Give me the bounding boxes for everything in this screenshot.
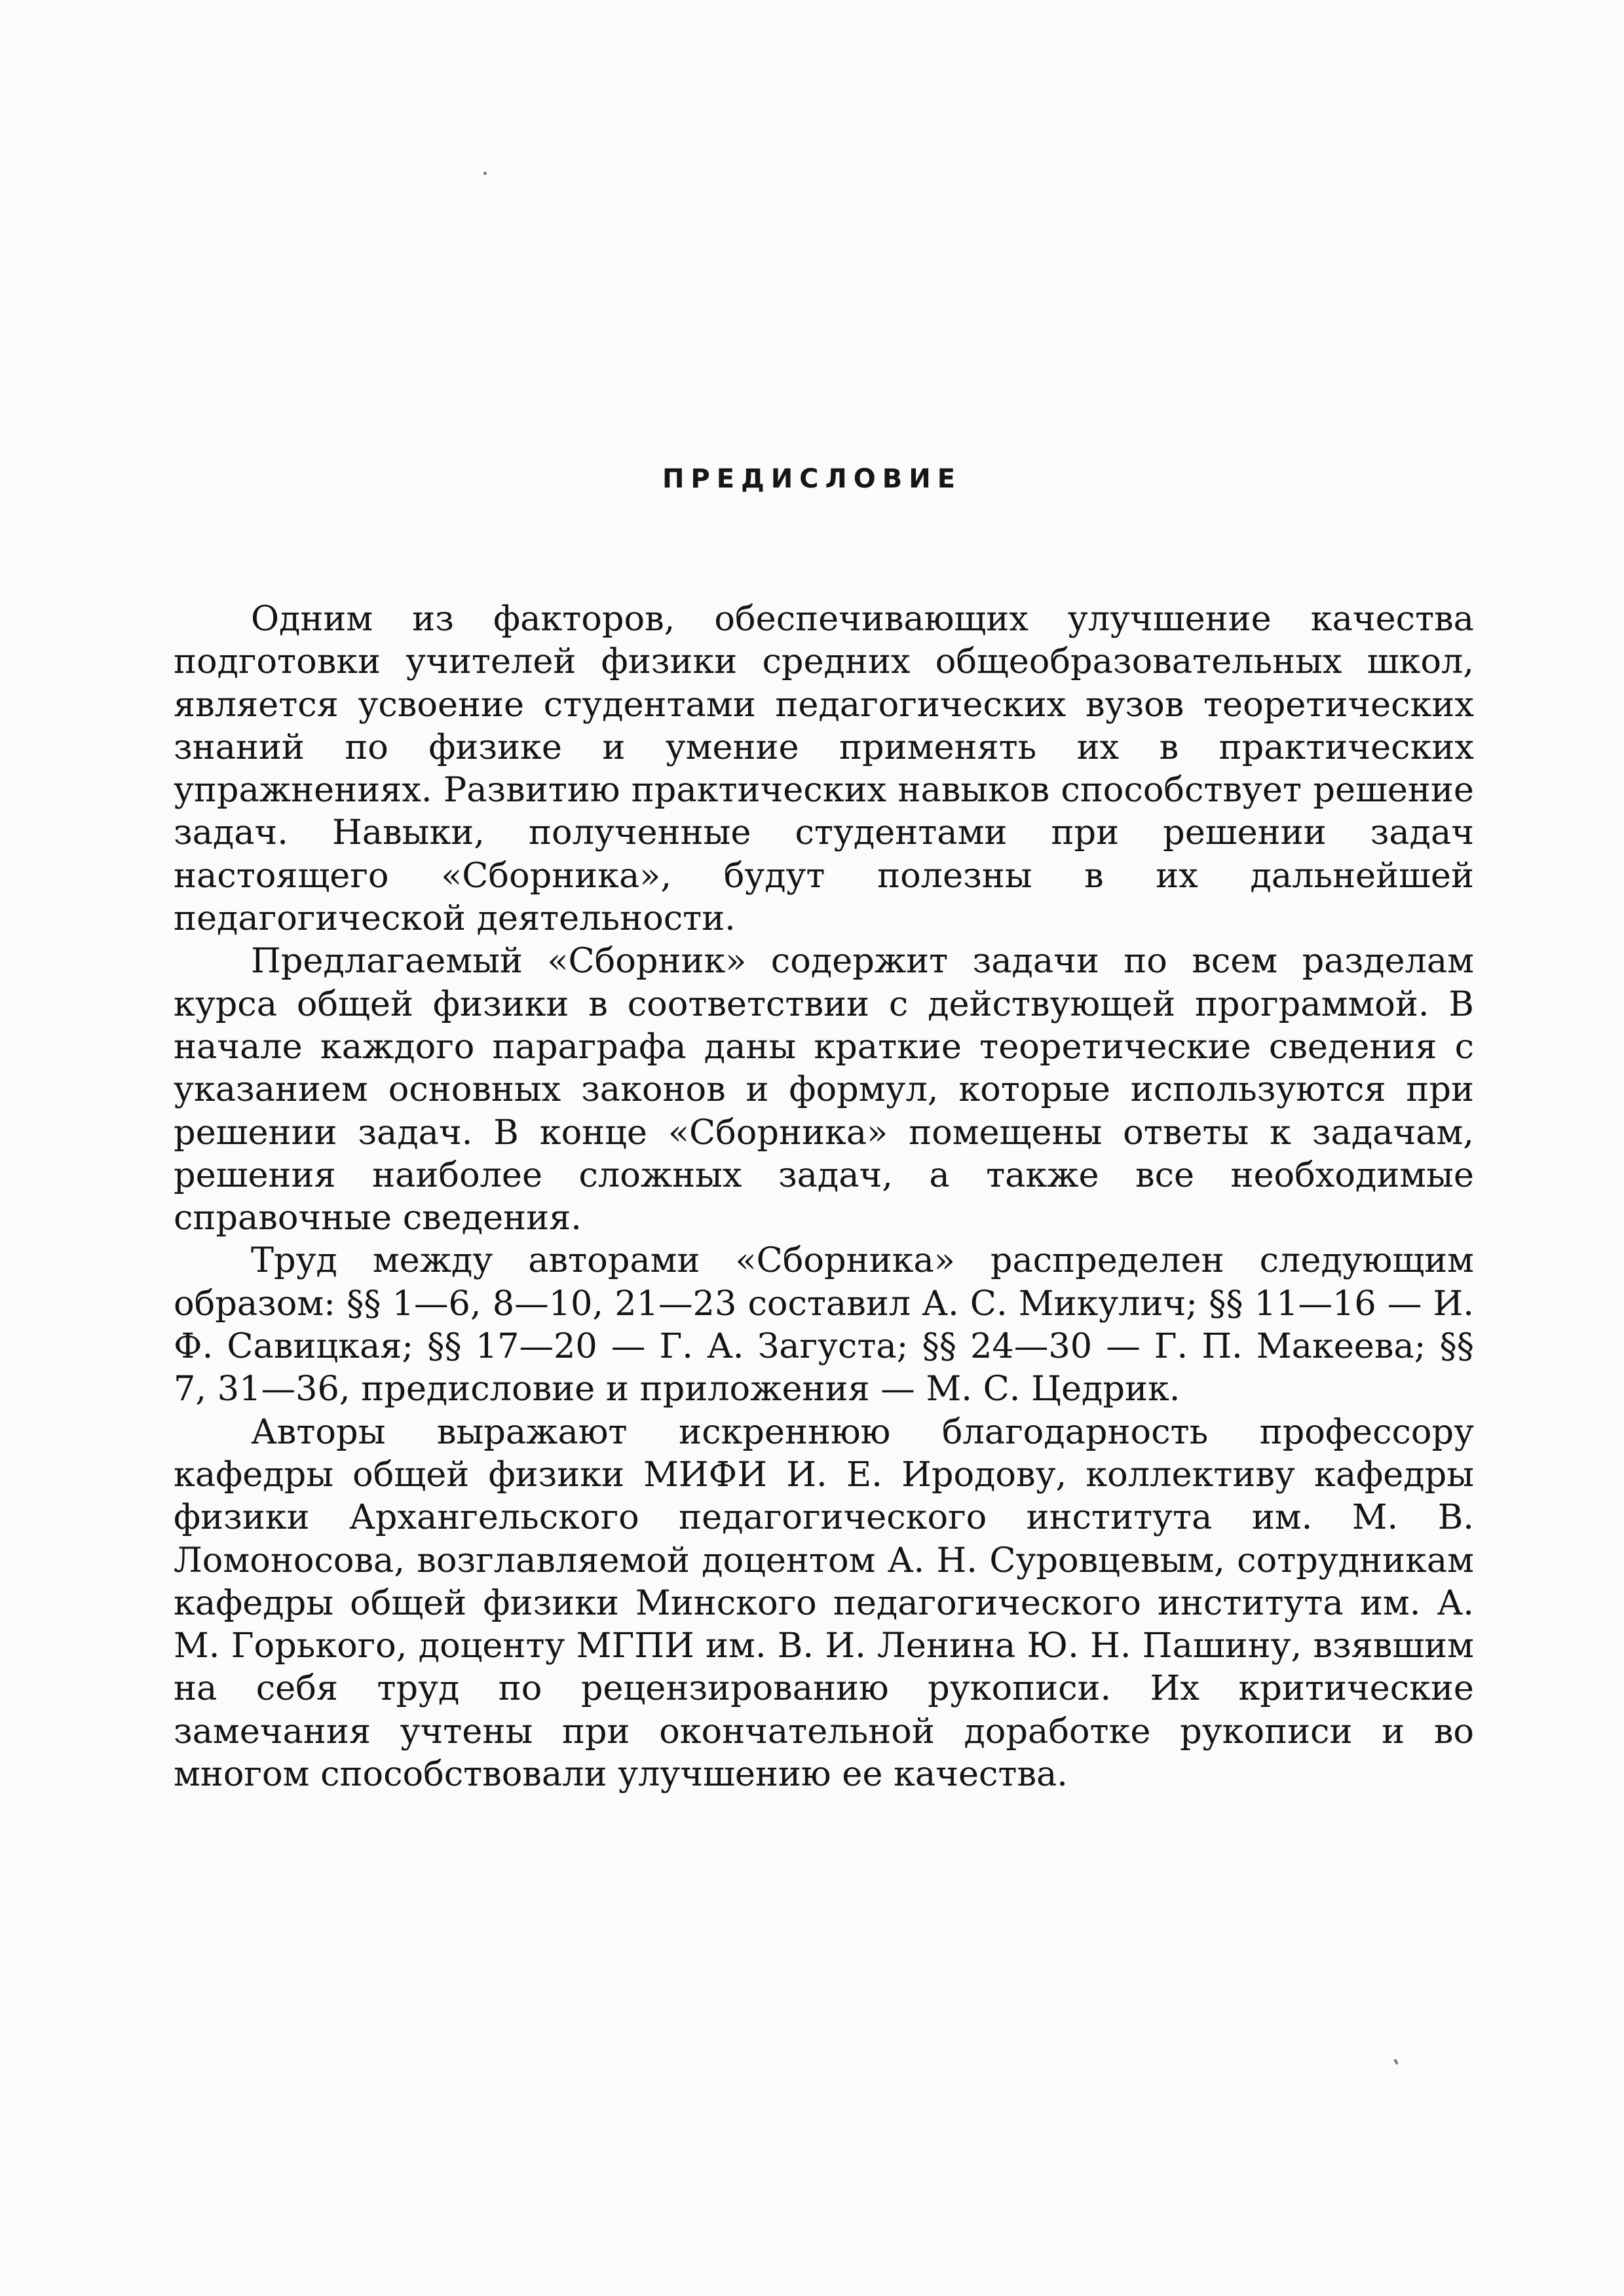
preface-body: [174, 598, 1474, 1795]
paragraph-collection-contents: Предлагаемый «Сборник» содержит задачи по всем разделам курса общей физики в соответствии с действующей программой. В начале каждого параграфа даны краткие теоретические сведения с указанием основных законов и формул, которые используются при решении задач. В конце «Сборника» помещены ответы к задачам, решения наиболее сложных задач, а также все необходимые справочные сведения.: [174, 941, 1474, 1238]
paragraph-authors-distribution: Труд между авторами «Сборника» распределен следующим образом: §§ 1—6, 8—10, 21—23 составил А. С. Микулич; §§ 11—16 — И. Ф. Савицкая; §§ 17—20 — Г. А. Загуста; §§ 24—30 — Г. П. Макеева; §§ 7, 31—36, предисловие и приложения — М. С. Цедрик.: [174, 1240, 1474, 1409]
paragraph-quality-of-training: Одним из факторов, обеспечивающих улучшение качества подготовки учителей физики средних общеобразовательных школ, является усвоение студентами педагогических вузов теоретических знаний по физике и умение применять их в практических упражнениях. Развитию практических навыков способствует решение задач. Навыки, полученные студентами при решении задач настоящего «Сборника», будут полезны в их дальнейшей педагогической деятельности.: [174, 599, 1474, 939]
print-speck: [483, 172, 487, 175]
print-speck: [1393, 2059, 1399, 2065]
page-title: ПРЕДИСЛОВИЕ: [662, 464, 962, 494]
paragraph-acknowledgements: Авторы выражают искреннюю благодарность профессору кафедры общей физики МИФИ И. Е. Иродову, коллективу кафедры физики Архангельского педагогического института им. М. В. Ломоносова, возглавляемой доцентом А. Н. Суровцевым, сотрудникам кафедры общей физики Минского педагогического института им. А. М. Горького, доценту МГПИ им. В. И. Ленина Ю. Н. Пашину, взявшим на себя труд по рецензированию рукописи. Их критические замечания учтены при окончательной доработке рукописи и во многом способствовали улучшению ее качества.: [174, 1411, 1474, 1795]
